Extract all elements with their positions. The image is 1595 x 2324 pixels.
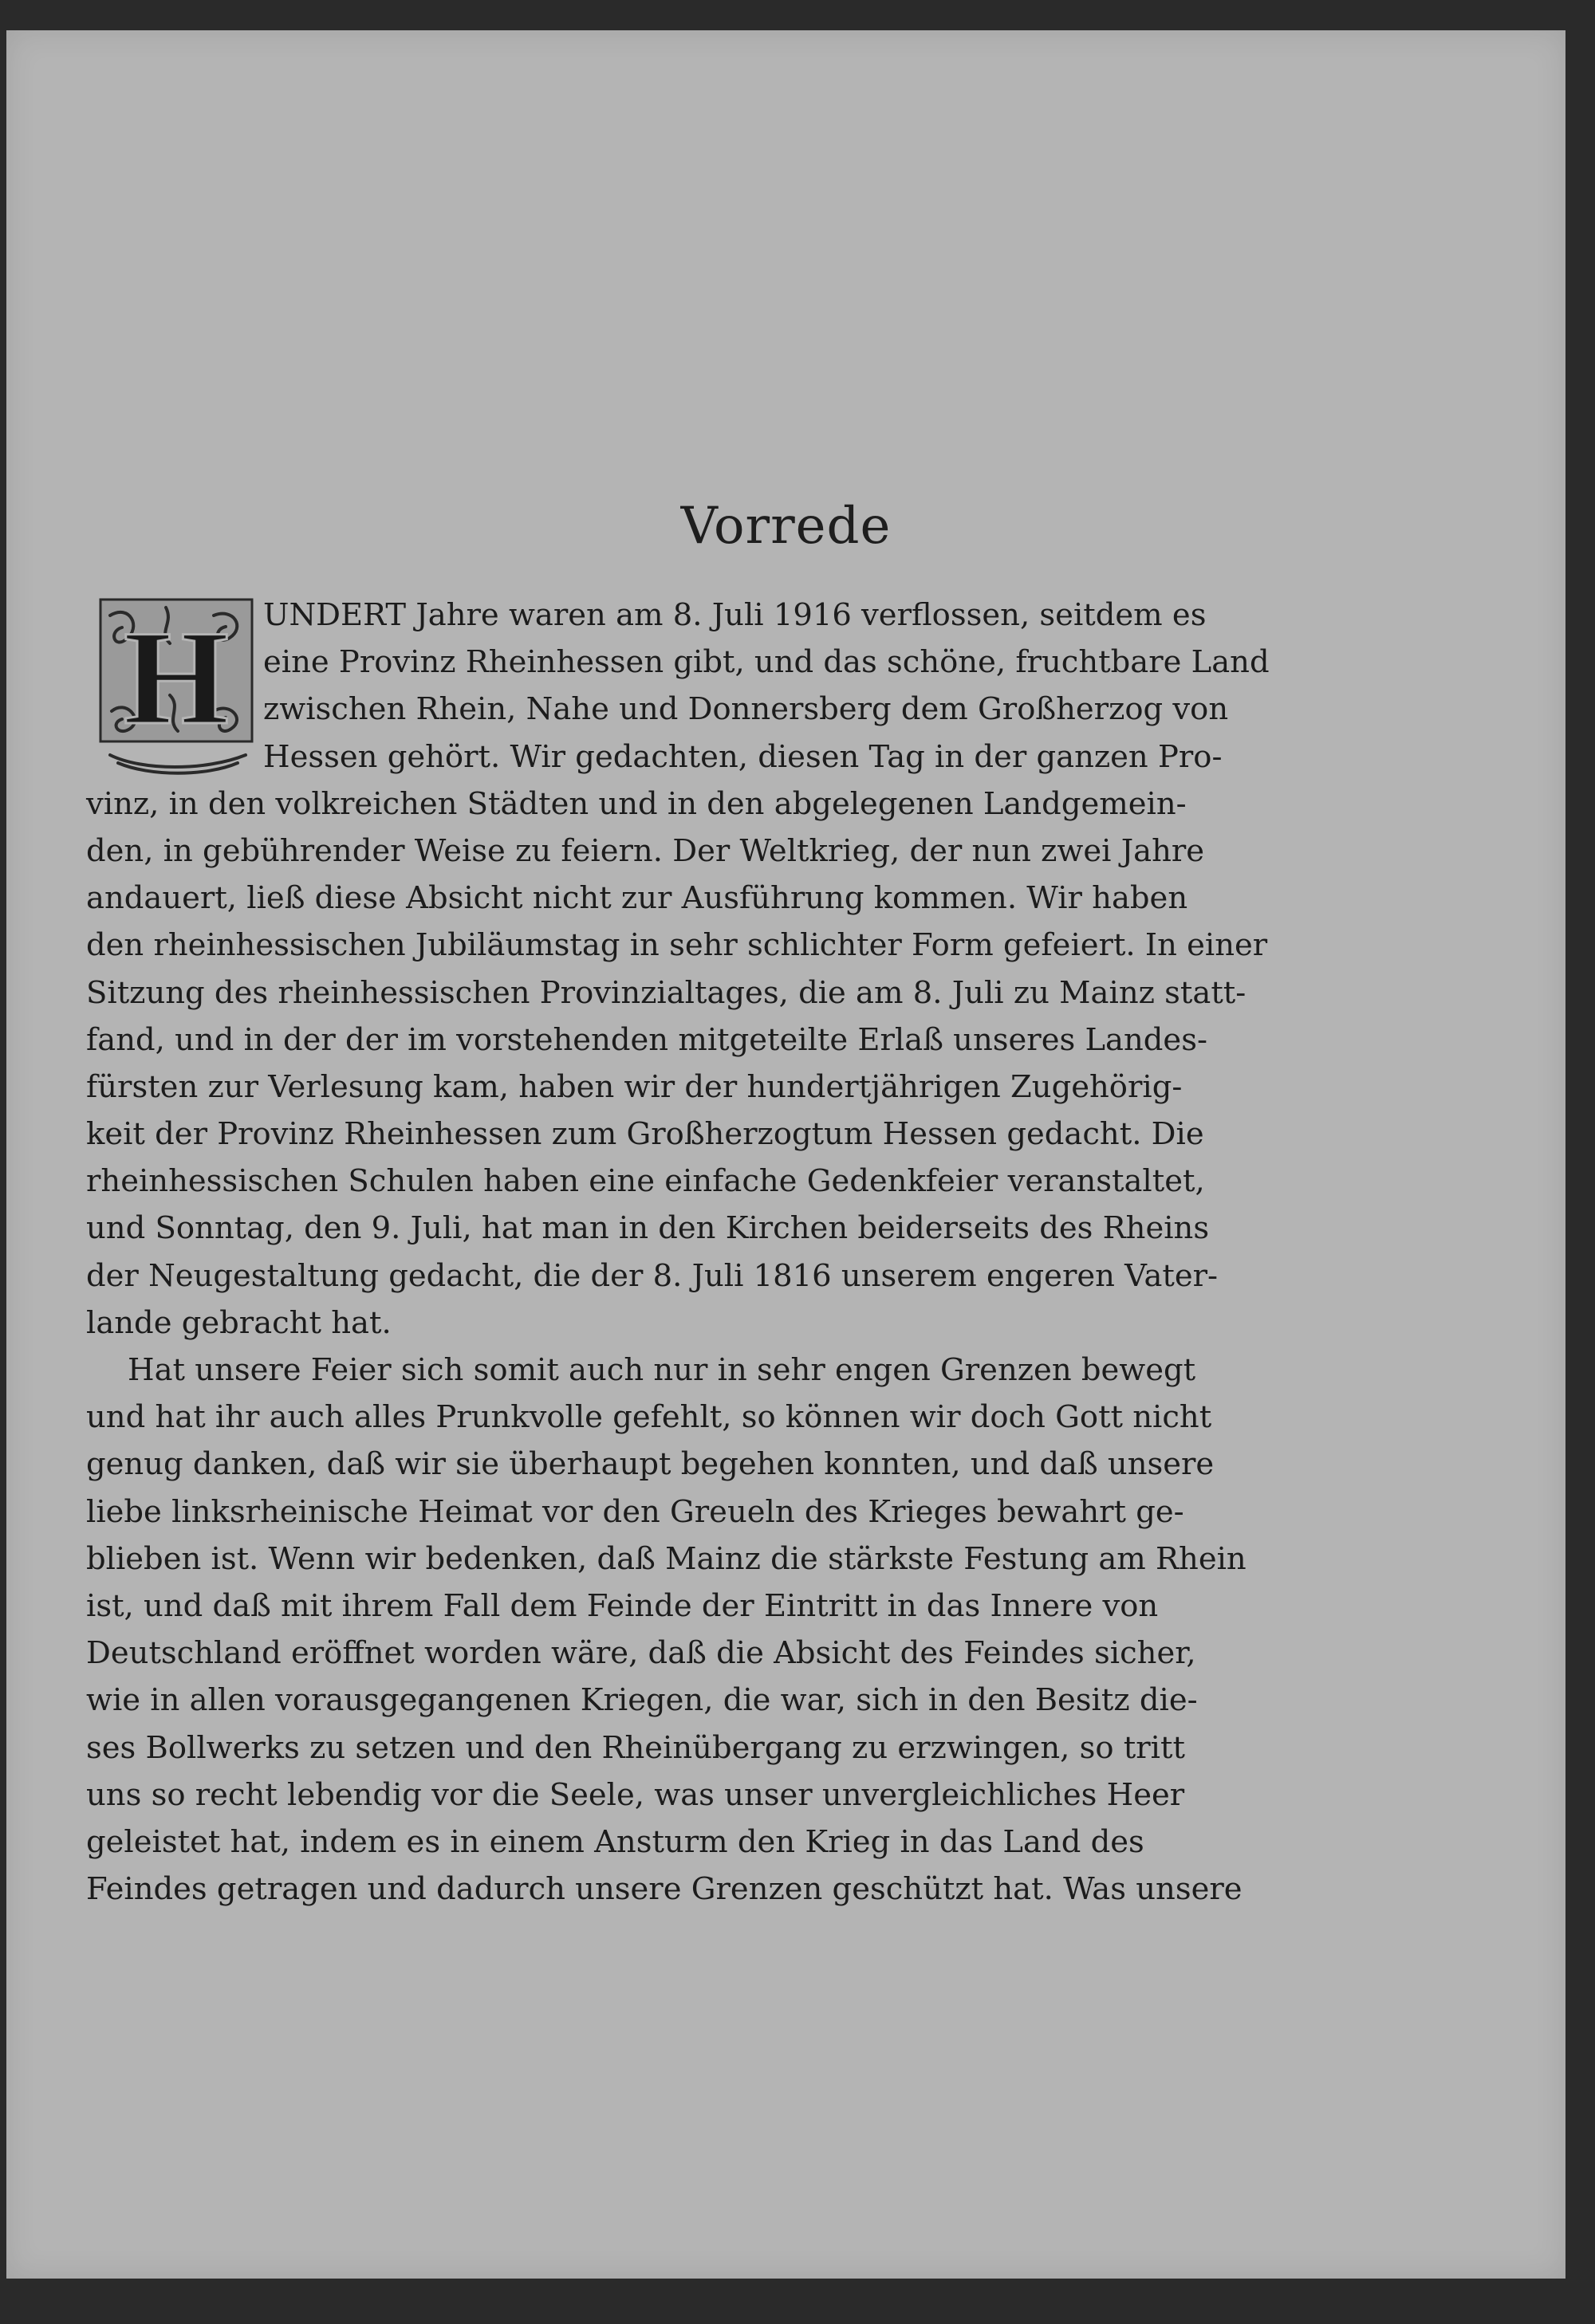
text-line: Deutschland eröffnet worden wäre, daß die Absicht des Feindes sicher,: [86, 1635, 1196, 1672]
text-line: vinz, in den volkreichen Städten und in den abgelegenen Landgemein-: [86, 785, 1187, 822]
text-line: den, in gebührender Weise zu feiern. Der Weltkrieg, der nun zwei Jahre: [86, 832, 1205, 869]
text-line: rheinhessischen Schulen haben eine einfache Gedenkfeier veranstaltet,: [86, 1163, 1205, 1200]
text-line: keit der Provinz Rheinhessen zum Großherzogtum Hessen gedacht. Die: [86, 1116, 1204, 1153]
text-line: zwischen Rhein, Nahe und Donnersberg dem Großherzog von: [263, 691, 1229, 728]
text-line: geleistet hat, indem es in einem Ansturm den Krieg in das Land des: [86, 1823, 1144, 1860]
text-line: andauert, ließ diese Absicht nicht zur Ausführung kommen. Wir haben: [86, 880, 1188, 917]
text-line: wie in allen vorausgegangenen Kriegen, die war, sich in den Besitz die-: [86, 1682, 1198, 1719]
text-line: Sitzung des rheinhessischen Provinzialtages, die am 8. Juli zu Mainz statt-: [86, 974, 1246, 1011]
text-line: blieben ist. Wenn wir bedenken, daß Mainz die stärkste Festung am Rhein: [86, 1540, 1246, 1577]
text-line: lande gebracht hat.: [86, 1304, 392, 1341]
paragraph-2: [86, 1347, 1306, 1913]
text-line: UNDERT Jahre waren am 8. Juli 1916 verflossen, seitdem es: [263, 597, 1207, 633]
text-line: genug danken, daß wir sie überhaupt begehen konnten, und daß unsere: [86, 1446, 1215, 1483]
text-line: eine Provinz Rheinhessen gibt, und das schöne, fruchtbare Land: [263, 644, 1270, 681]
text-line: und Sonntag, den 9. Juli, hat man in den Kirchen beiderseits des Rheins: [86, 1210, 1210, 1247]
page-title: Vorrede: [680, 497, 892, 556]
text-line: Hessen gehört. Wir gedachten, diesen Tag in der ganzen Pro-: [263, 738, 1223, 775]
text-line: der Neugestaltung gedacht, die der 8. Juli 1816 unserem engeren Vater-: [86, 1257, 1219, 1294]
text-line: liebe linksrheinische Heimat vor den Greueln des Krieges bewahrt ge-: [86, 1493, 1184, 1530]
text-line: und hat ihr auch alles Prunkvolle gefehlt, so können wir doch Gott nicht: [86, 1399, 1212, 1436]
text-line: ist, und daß mit ihrem Fall dem Feinde der Eintritt in das Innere von: [86, 1587, 1159, 1624]
text-line: fand, und in der der im vorstehenden mitgeteilte Erlaß unseres Landes-: [86, 1021, 1207, 1058]
text-line: den rheinhessischen Jubiläumstag in sehr schlichter Form gefeiert. In einer: [86, 927, 1268, 964]
svg-text:H: H: [123, 603, 230, 753]
text-line: Hat unsere Feier sich somit auch nur in sehr engen Grenzen bewegt: [128, 1352, 1196, 1388]
text-line: Feindes getragen und dadurch unsere Grenzen geschützt hat. Was unsere: [86, 1871, 1243, 1908]
paragraph-1: [86, 592, 1306, 1347]
body-text: [86, 592, 1306, 1913]
text-line: fürsten zur Verlesung kam, haben wir der hundertjährigen Zugehörig-: [86, 1068, 1183, 1105]
text-line: uns so recht lebendig vor die Seele, was unser unvergleichliches Heer: [86, 1776, 1185, 1813]
text-line: ses Bollwerks zu setzen und den Rheinübergang zu erzwingen, so tritt: [86, 1729, 1185, 1766]
